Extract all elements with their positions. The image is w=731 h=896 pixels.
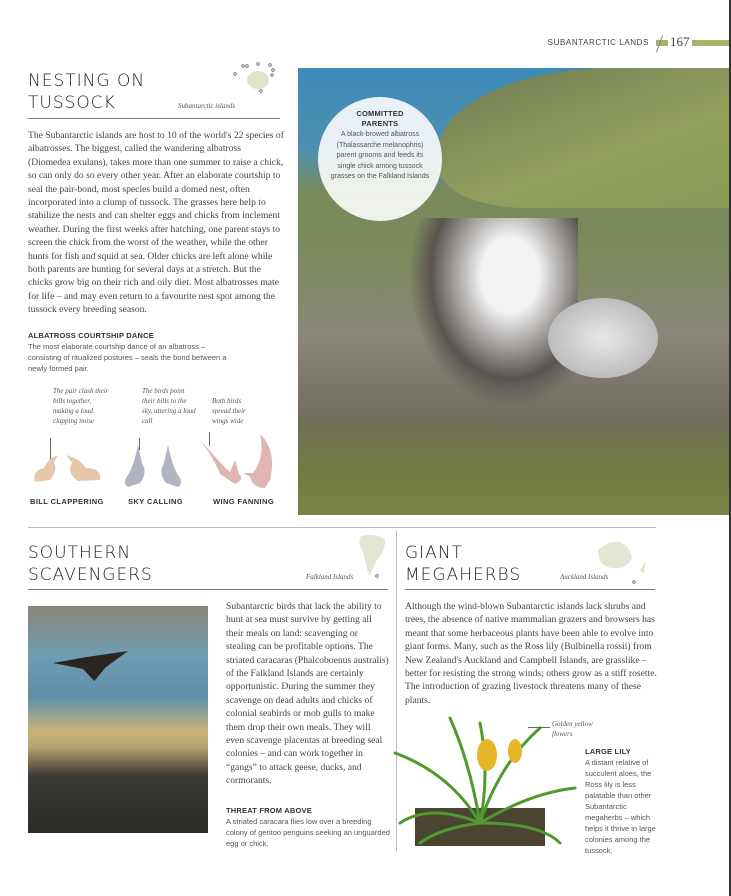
title-line: SOUTHERN	[28, 543, 132, 563]
title-line: NESTING ON	[28, 71, 146, 91]
map-label: Subantarctic islands	[178, 102, 236, 110]
nesting-body: The Subantarctic islands are host to 10 of the world's 22 species of albatrosses. The biggest, called the wandering albatross (Diomedea exulans), takes more than one summer to raise a chick, so can only do so every other year. After an elaborate courtship to seal the pair-bond, most species build a domed nest, often incorporated into a clump of tussock. The grasses here help to stabilize the nests and can shelter eggs and chicks from inclement weather. During the first weeks after hatching, one parent stays to screen the chick from the worst of the weather, while the other hunts for fish and squid at sea. Older chicks are left alone while both parents are hunting for several days at a stretch. But the chicks grow big on their rich and oily diet. Most albatrosses mate for life – and may even return to a favourite nest spot among the tussock every breeding season.	[28, 130, 284, 316]
lily-figure	[405, 713, 657, 856]
title-line: TUSSOCK	[28, 93, 116, 113]
nesting-column	[28, 129, 284, 508]
stage-note: The birds point their bills to the sky, uttering a loud call	[142, 386, 196, 425]
section-rule	[28, 118, 280, 119]
leader-line	[528, 727, 550, 728]
caption-title: COMMITTED	[356, 109, 404, 118]
megaherbs-body: Although the wind-blown Subantarctic islands lack shrubs and trees, the absence of native mammalian grazers and browsers has meant that some herbaceous plants have been able to evolve into giant forms. Many, such as the Ross lily (Bulbinella rossii) from New Zealand's Auckland and Campbell Islands, are grasslike – better for resisting the strong winds; others grow as a stiff rosette. The introduction of grazing livestock threatens many of these plants.	[405, 601, 657, 706]
caption-title: PARENTS	[361, 119, 399, 128]
stage-label: BILL CLAPPERING	[30, 496, 104, 506]
caracara-photo	[28, 606, 208, 833]
courtship-heading: ALBATROSS COURTSHIP DANCE	[28, 330, 154, 340]
antarctica-map-icon	[225, 60, 285, 95]
photo-caption-circle	[318, 97, 442, 221]
caption-text: A black-browed albatross (Thalassarche melanophris) parent grooms and feeds its single chick among tussock grasses on the Falkland Islands	[330, 131, 430, 180]
bill-clappering-birds	[30, 450, 105, 490]
page-number: 167	[670, 34, 690, 49]
scavengers-column	[226, 600, 390, 849]
courtship-text: The most elaborate courtship dance of an albatross – consisting of ritualized postures – seals the bond between a newly formed pair.	[28, 341, 227, 373]
scavengers-title	[28, 542, 153, 586]
chick	[548, 298, 658, 378]
title-line: GIANT	[405, 543, 463, 563]
threat-caption-text: A striated caracara flies low over a breeding colony of gentoo penguins seeking an unguarded egg or chick.	[226, 816, 390, 848]
stage-note: Both birds spread their wings wide	[212, 396, 246, 425]
flower-note: Golden yellow flowers	[552, 720, 593, 739]
megaherbs-title	[405, 542, 521, 586]
section-divider	[28, 527, 656, 528]
section-rule	[405, 589, 655, 590]
section-rule	[28, 589, 388, 590]
caracara-bird	[53, 651, 128, 681]
lily-caption-text: A distant relative of succulent aloes, the Ross lily is less palatable than other Subantarctic megaherbs – which helps it thrive in large colonies among the tussock.	[585, 758, 656, 856]
adult-albatross	[408, 218, 578, 408]
lily-caption-heading: LARGE LILY	[585, 747, 631, 757]
title-line: SCAVENGERS	[28, 565, 153, 585]
stage-label: SKY CALLING	[128, 496, 184, 506]
title-line: MEGAHERBS	[405, 565, 522, 585]
threat-caption-heading: THREAT FROM ABOVE	[226, 805, 312, 815]
courtship-diagram	[28, 386, 284, 508]
stage-label: WING FANNING	[213, 496, 275, 506]
wing-fanning-birds	[195, 432, 280, 494]
south-america-map-icon	[355, 532, 390, 582]
section-header: SUBANTARCTIC LANDS	[547, 38, 649, 47]
scavengers-body: Subantarctic birds that lack the ability to hunt at sea must survive by getting all their meals on land: scavenging or stealing can be profitable options. The striated caracaras (Phalcoboenus australis) of the Falkland Islands are certainly opportunistic. During the summer they scavenge on dead adults and chicks of colonial seabirds or mob gulls to make them drop their own meals. They will even scavenge placentas at breeding seal colonies – and can work together in “gangs” to attack geese, ducks, and cormorants.	[226, 601, 389, 787]
sky-calling-birds	[120, 443, 190, 491]
grass	[298, 408, 729, 515]
stage-note: The pair clash their bills together, making a loud clapping noise	[53, 386, 109, 425]
map-label: Falkland Islands	[306, 573, 354, 581]
megaherbs-column	[405, 600, 657, 856]
hillside	[438, 68, 729, 208]
map-label: Auckland Islands	[560, 573, 609, 581]
nesting-title	[28, 70, 145, 114]
